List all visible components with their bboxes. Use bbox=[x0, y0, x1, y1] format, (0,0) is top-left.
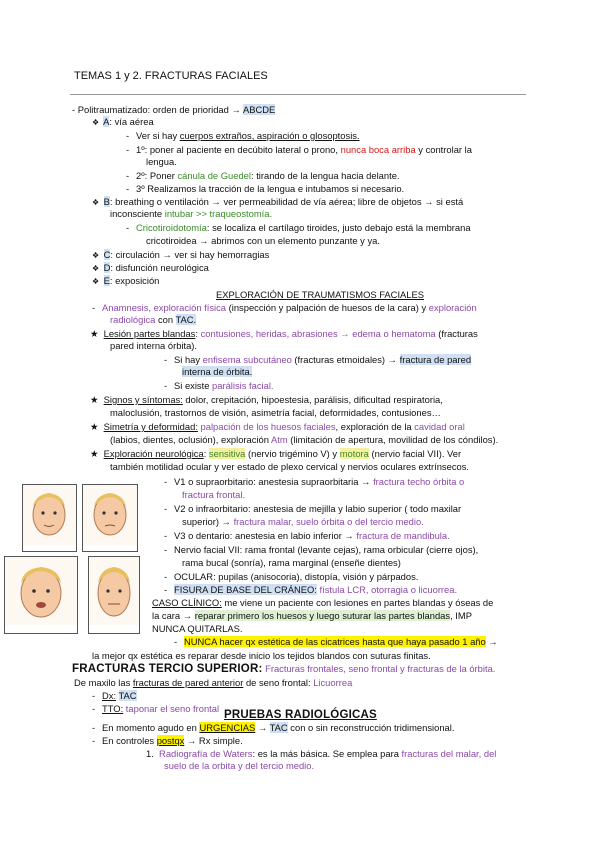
abcde-label: ABCDE bbox=[242, 104, 276, 115]
waters-line2: suelo de la orbita y del tercio medio. bbox=[164, 760, 315, 771]
section-heading-pruebas: PRUEBAS RADIOLÓGICAS bbox=[224, 709, 377, 721]
page-title: TEMAS 1 y 2. FRACTURAS FACIALES bbox=[74, 70, 268, 82]
caso-clinico-line2: la cara → reparar primero los huesos y luego suturar las partes blandas, IMP bbox=[152, 610, 472, 621]
diamond-bullet-icon: ❖ bbox=[92, 264, 100, 273]
facial-line2: rama bucal (sonría), rama marginal (enseñe dientes) bbox=[182, 557, 401, 568]
nunca-line2: la mejor qx estética es reparar desde inicio los tejidos blandos con suturas finitas. bbox=[92, 650, 431, 661]
tercio-heading-line: FRACTURAS TERCIO SUPERIOR: Fracturas frontales, seno frontal y fracturas de la órbita. bbox=[72, 663, 496, 675]
v3-line: - V3 o dentario: anestesia en labio inferior → fractura de mandibula. bbox=[164, 530, 450, 541]
face-illustration-4 bbox=[88, 556, 140, 634]
item-b: ❖ B: breathing o ventilación → ver permeabilidad de vía aérea; libre de objetos → si está bbox=[92, 196, 464, 207]
section-heading-exploracion: EXPLORACIÓN DE TRAUMATISMOS FACIALES bbox=[216, 289, 425, 300]
signos-line: ★ Signos y síntomas: dolor, crepitación, hipoestesia, parálisis, dificultad respiratoria, bbox=[90, 394, 443, 405]
item-a-l1: - Ver si hay cuerpos extraños, aspiración o glosoptosis. bbox=[126, 130, 360, 141]
item-b-l2: inconsciente intubar >> traqueostomía. bbox=[110, 208, 273, 219]
v1-line: - V1 o supraorbitario: anestesia supraorbitaria → fractura techo órbita o bbox=[164, 476, 465, 487]
item-c: ❖ C: circulación → ver si hay hemorragias bbox=[92, 249, 270, 260]
postqx-line: - En controles postqx → Rx simple. bbox=[92, 735, 243, 746]
waters-line: 1. Radiografía de Waters: es la más básica. Se emplea para fracturas del malar, del bbox=[146, 748, 497, 759]
item-e: ❖ E: exposición bbox=[92, 275, 160, 286]
v1-line2: fractura frontal. bbox=[182, 489, 246, 500]
star-bullet-icon: ★ bbox=[90, 328, 99, 339]
dx-line: - Dx: TAC bbox=[92, 690, 137, 701]
neuro-line: ★ Exploración neurológica: sensitiva (nervio trigémino V) y motora (nervio facial VII). Ver bbox=[90, 448, 462, 459]
item-a-l2: - 1º: poner al paciente en decúbito lateral o prono, nunca boca arriba y controlar la bbox=[126, 144, 472, 155]
simetria-line: ★ Simetría y deformidad: palpación de los huesos faciales, exploración de la cavidad oral bbox=[90, 421, 465, 432]
v2-line: - V2 o infraorbitario: anestesia de mejilla y labio superior ( todo maxilar bbox=[164, 503, 462, 514]
face-illustration-1 bbox=[22, 484, 77, 552]
item-a-l4: - 3º Realizamos la tracción de la lengua e intubamos si necesario. bbox=[126, 183, 405, 194]
item-a-l2c: lengua. bbox=[146, 156, 177, 167]
diamond-bullet-icon: ❖ bbox=[92, 251, 100, 260]
caso-clinico-line3: NUNCA QUITARLAS. bbox=[152, 623, 243, 634]
diamond-bullet-icon: ❖ bbox=[92, 118, 100, 127]
tercio-heading: FRACTURAS TERCIO SUPERIOR: bbox=[72, 663, 263, 675]
tto-line: - TTO: taponar el seno frontal bbox=[92, 703, 220, 714]
enfisema-line: - Si hay enfisema subcutáneo (fracturas etmoidales) → fractura de pared bbox=[164, 354, 472, 365]
enfisema-line2: interna de órbita. bbox=[182, 366, 253, 377]
neuro-line2: también motilidad ocular y ver estado de plexo cervical y nervios oculares extrínsecos. bbox=[110, 461, 470, 472]
fisura-line: - FISURA DE BASE DEL CRÁNEO: fístula LCR, otorragia o licuorrea. bbox=[164, 584, 458, 595]
anamnesis-line2: radiológica con TAC. bbox=[110, 314, 197, 325]
ocular-line: - OCULAR: pupilas (anisocoria), distopía, visión y párpados. bbox=[164, 571, 419, 582]
star-bullet-icon: ★ bbox=[90, 448, 99, 459]
item-a-l3: - 2º: Poner cánula de Guedel: tirando de la lengua hacia delante. bbox=[126, 170, 400, 181]
politrauma-text: - Politraumatizado: orden de prioridad → bbox=[72, 104, 243, 115]
signos-line2: maloclusión, trastornos de visión, asimetría facial, deformidades, contusiones… bbox=[110, 407, 441, 418]
item-d: ❖ D: disfunción neurológica bbox=[92, 262, 209, 273]
item-b-l3: - Cricotiroidotomía: se localiza el cartílago tiroides, justo debajo está la membrana bbox=[126, 222, 471, 233]
item-a bbox=[92, 116, 154, 128]
paralisis-line: - Si existe parálisis facial. bbox=[164, 380, 274, 391]
face-illustration-2 bbox=[82, 484, 138, 552]
anamnesis-line: - Anamnesis, exploración física (inspección y palpación de huesos de la cara) y exploración bbox=[92, 302, 477, 313]
diamond-bullet-icon: ❖ bbox=[92, 277, 100, 286]
facial-line: - Nervio facial VII: rama frontal (levante cejas), rama orbicular (cierre ojos), bbox=[164, 544, 479, 555]
maxilo-line: De maxilo las fracturas de pared anterior de seno frontal: Licuorrea bbox=[74, 677, 353, 688]
star-bullet-icon: ★ bbox=[90, 394, 99, 405]
item-a-text: : vía aérea bbox=[109, 116, 154, 127]
lesion-line: ★ Lesión partes blandas: contusiones, heridas, abrasiones → edema o hematoma (fracturas bbox=[90, 328, 478, 339]
lesion-line2: pared interna órbita). bbox=[110, 340, 198, 351]
caso-clinico-line: CASO CLÍNICO: me viene un paciente con lesiones en partes blandas y óseas de bbox=[152, 597, 494, 608]
item-b-l4: cricotiroidea → abrimos con un elemento punzante y ya. bbox=[146, 235, 380, 246]
simetria-line2: (labios, dientes, oclusión), exploración Atm (limitación de apertura, movilidad de los cóndilos). bbox=[110, 434, 499, 445]
face-illustration-3 bbox=[4, 556, 78, 634]
nunca-line: - NUNCA hacer qx estética de las cicatrices hasta que haya pasado 1 año → bbox=[174, 636, 498, 647]
politrauma-line bbox=[72, 104, 275, 115]
title-rule bbox=[70, 94, 526, 95]
star-bullet-icon: ★ bbox=[90, 421, 99, 432]
urgencias-line: - En momento agudo en URGENCIAS → TAC con o sin reconstrucción tridimensional. bbox=[92, 722, 455, 733]
letter-a: A bbox=[103, 116, 110, 127]
diamond-bullet-icon: ❖ bbox=[92, 198, 100, 207]
letter-b: B bbox=[103, 196, 110, 207]
v2-line2: superior) → fractura malar, suelo órbita o del tercio medio. bbox=[182, 516, 424, 527]
